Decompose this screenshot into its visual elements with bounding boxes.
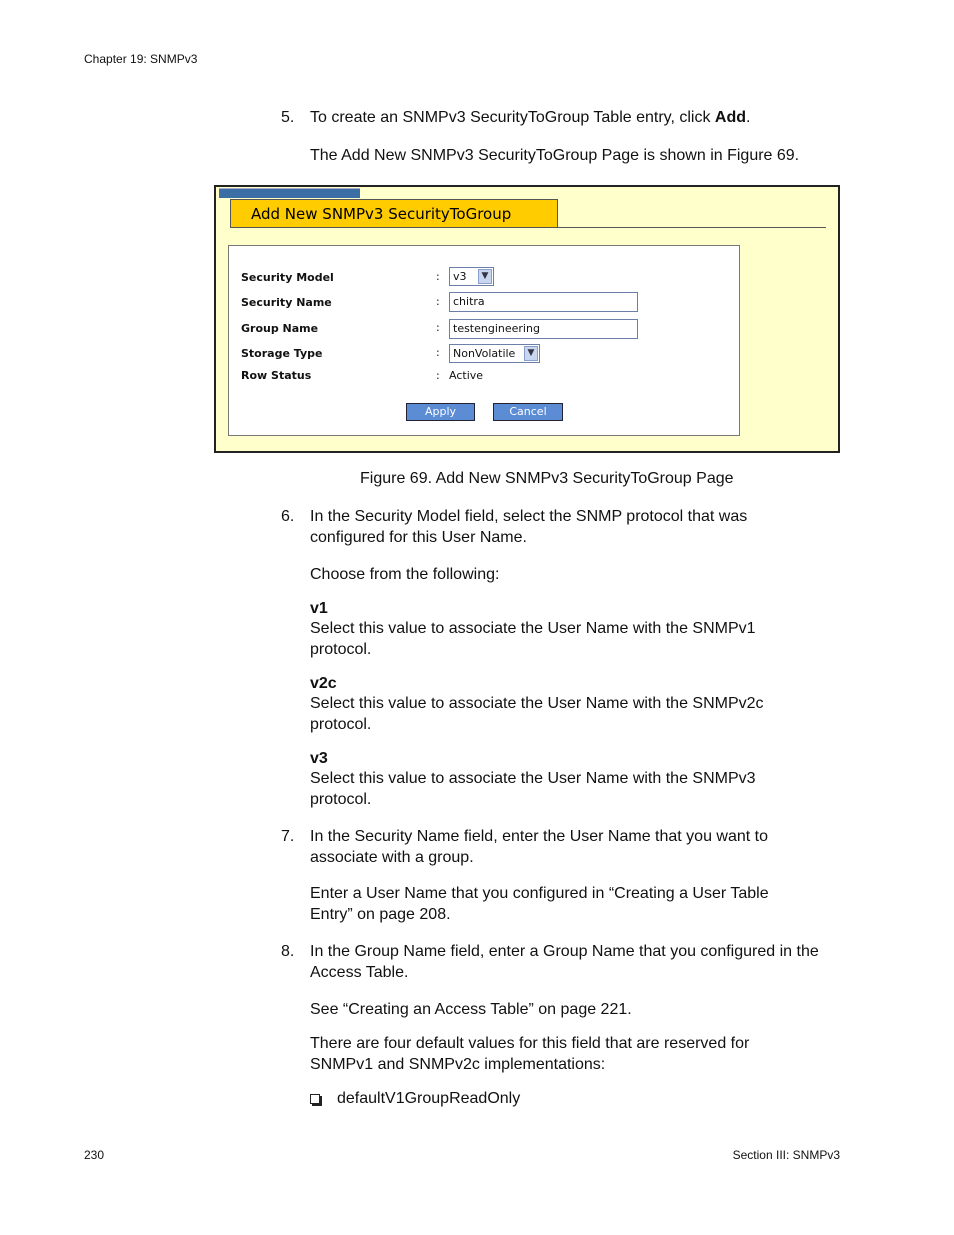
step-7-text: In the Security Name field, enter the User Name that you want to associate with a group. xyxy=(310,828,768,866)
row-status-label: Row Status xyxy=(241,369,312,382)
cancel-button[interactable]: Cancel xyxy=(493,403,563,421)
chapter-header: Chapter 19: SNMPv3 xyxy=(84,52,198,66)
page-tab-title[interactable]: Add New SNMPv3 SecurityToGroup xyxy=(230,199,558,227)
security-name-input[interactable]: chitra xyxy=(449,292,638,312)
option-v3-desc: Select this value to associate the User Name with the SNMPv3 protocol. xyxy=(310,770,756,808)
colon: : xyxy=(436,346,440,359)
security-model-value: v3 xyxy=(453,270,467,283)
option-v1-term: v1 xyxy=(310,600,328,617)
chevron-down-icon[interactable]: ▼ xyxy=(478,269,492,284)
row-status-value: Active xyxy=(449,369,484,382)
page-number: 230 xyxy=(84,1148,105,1162)
figure-69-screenshot xyxy=(214,185,840,453)
section-footer: Section III: SNMPv3 xyxy=(732,1148,840,1162)
step-number: 6. xyxy=(281,508,295,525)
step-5-add-keyword: Add xyxy=(714,109,747,126)
step-6-choose: Choose from the following: xyxy=(310,566,500,583)
storage-type-label: Storage Type xyxy=(241,347,323,360)
colon: : xyxy=(436,270,440,283)
checkbox-bullet-icon xyxy=(310,1094,320,1104)
option-v2c-term: v2c xyxy=(310,675,337,692)
colon: : xyxy=(436,369,440,382)
bullet-default-v1-read-only: defaultV1GroupReadOnly xyxy=(337,1090,521,1107)
group-name-label: Group Name xyxy=(241,322,319,335)
tab-strip xyxy=(219,188,360,198)
chevron-down-icon[interactable]: ▼ xyxy=(524,346,538,361)
colon: : xyxy=(436,295,440,308)
security-model-select[interactable] xyxy=(449,267,494,286)
step-5-text-pre: To create an SNMPv3 SecurityToGroup Table entry, click xyxy=(310,109,715,126)
apply-button[interactable]: Apply xyxy=(406,403,475,421)
storage-type-value: NonVolatile xyxy=(453,347,516,360)
step-5-subtext: The Add New SNMPv3 SecurityToGroup Page is shown in Figure 69. xyxy=(310,147,800,164)
step-5-text-post: . xyxy=(746,109,751,126)
step-7-subtext: Enter a User Name that you configured in “Creating a User Table Entry” on page 208. xyxy=(310,885,769,923)
figure-caption: Figure 69. Add New SNMPv3 SecurityToGroup Page xyxy=(360,470,734,487)
step-number: 8. xyxy=(281,943,295,960)
step-number: 7. xyxy=(281,828,295,845)
step-5-text xyxy=(310,108,840,129)
option-v3-term: v3 xyxy=(310,750,328,767)
option-v2c-desc: Select this value to associate the User Name with the SNMPv2c protocol. xyxy=(310,695,764,733)
form-panel xyxy=(228,245,740,436)
security-model-label: Security Model xyxy=(241,271,334,284)
colon: : xyxy=(436,321,440,334)
storage-type-select[interactable] xyxy=(449,344,540,363)
step-6-text: In the Security Model field, select the SNMP protocol that was configured for this User Name. xyxy=(310,508,748,546)
step-8-see: See “Creating an Access Table” on page 221. xyxy=(310,1001,632,1018)
step-8-defaults-intro: There are four default values for this field that are reserved for SNMPv1 and SNMPv2c implementations: xyxy=(310,1035,750,1073)
security-name-label: Security Name xyxy=(241,296,332,309)
tab-divider xyxy=(230,227,826,228)
step-8-text: In the Group Name field, enter a Group Name that you configured in the Access Table. xyxy=(310,943,819,981)
option-v1-desc: Select this value to associate the User Name with the SNMPv1 protocol. xyxy=(310,620,756,658)
group-name-input[interactable]: testengineering xyxy=(449,319,638,339)
step-number: 5. xyxy=(281,109,295,126)
